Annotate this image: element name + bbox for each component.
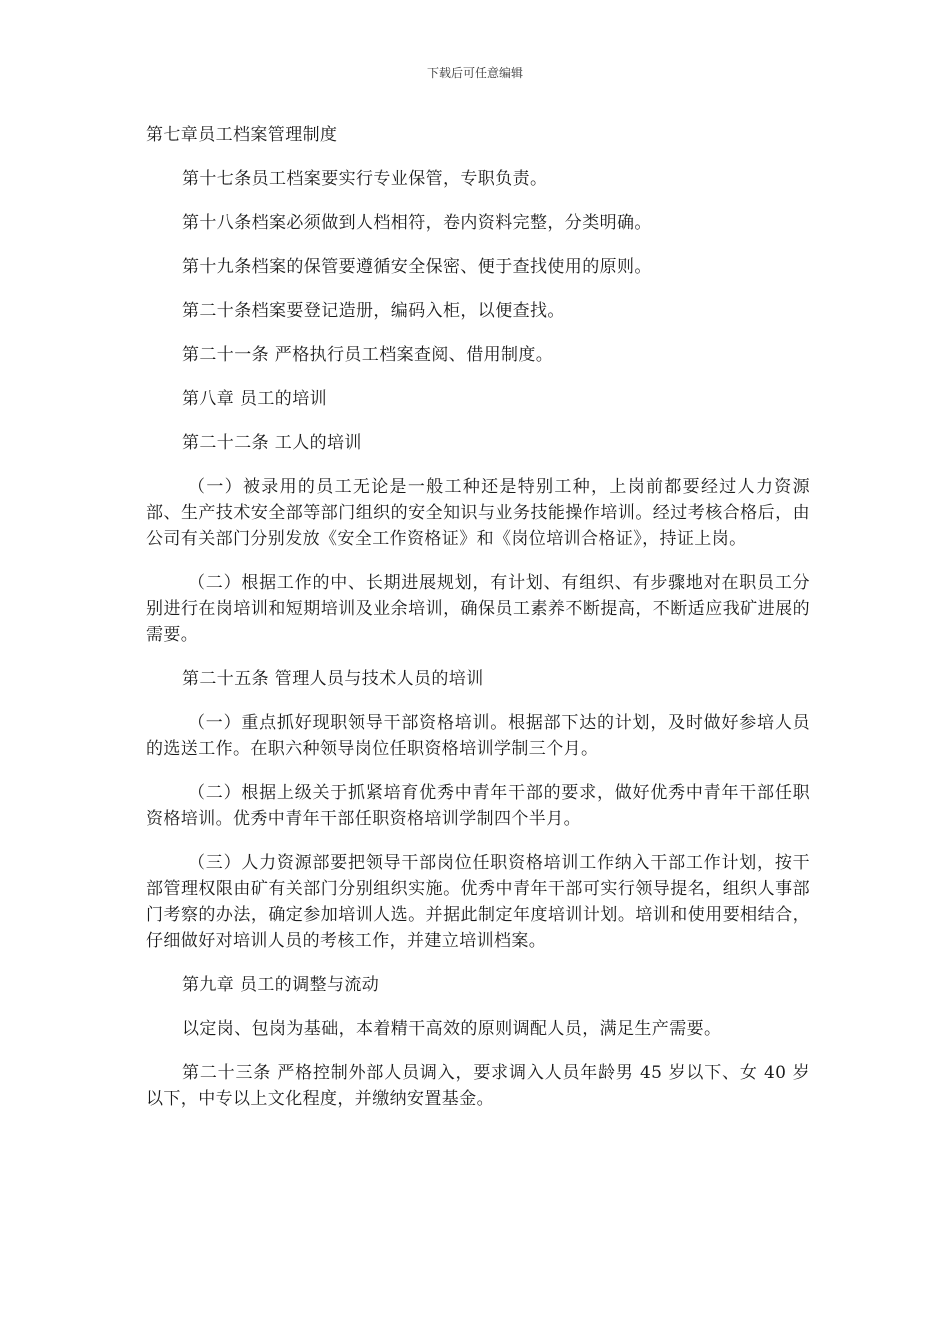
article-18: 第十八条档案必须做到人档相符，卷内资料完整，分类明确。 [182,213,652,233]
article-22-heading: 第二十二条 工人的培训 [182,433,362,453]
chapter-9-intro: 以定岗、包岗为基础，本着精干高效的原则调配人员，满足生产需要。 [182,1019,722,1039]
chapter-8-title: 第八章 员工的培训 [182,389,328,409]
document-body [146,122,810,1130]
chapter-7-title: 第七章员工档案管理制度 [146,125,338,145]
article-21: 第二十一条 严格执行员工档案查阅、借用制度。 [182,345,554,365]
article-19: 第十九条档案的保管要遵循安全保密、便于查找使用的原则。 [182,257,652,277]
article-22-item-1: （一）被录用的员工无论是一般工种还是特别工种，上岗前都要经过人力资源部、生产技术安全部等部门组织的安全知识与业务技能操作培训。经过考核合格后，由公司有关部门分别发放《安全工作资格证》和《岗位培训合格证》，持证上岗。 [146,477,810,549]
article-25-item-1: （一）重点抓好现职领导干部资格培训。根据部下达的计划，及时做好参培人员的选送工作。在职六种领导岗位任职资格培训学制三个月。 [146,713,810,759]
article-25-item-3: （三）人力资源部要把领导干部岗位任职资格培训工作纳入干部工作计划，按干部管理权限由矿有关部门分别组织实施。优秀中青年干部可实行领导提名，组织人事部门考察的办法，确定参加培训人选。并据此制定年度培训计划。培训和使用要相结合，仔细做好对培训人员的考核工作，并建立培训档案。 [146,853,810,951]
article-23: 第二十三条 严格控制外部人员调入，要求调入人员年龄男 45 岁以下、女 40 岁以下，中专以上文化程度，并缴纳安置基金。 [146,1063,810,1109]
article-17: 第十七条员工档案要实行专业保管，专职负责。 [182,169,548,189]
article-22-item-2: （二）根据工作的中、长期进展规划，有计划、有组织、有步骤地对在职员工分别进行在岗培训和短期培训及业余培训，确保员工素养不断提高，不断适应我矿进展的需要。 [146,573,810,645]
article-20: 第二十条档案要登记造册，编码入柜，以便查找。 [182,301,565,321]
article-25-heading: 第二十五条 管理人员与技术人员的培训 [182,669,484,689]
page-header: 下载后可任意编辑 [426,66,523,80]
chapter-9-title: 第九章 员工的调整与流动 [182,975,380,995]
article-25-item-2: （二）根据上级关于抓紧培育优秀中青年干部的要求，做好优秀中青年干部任职资格培训。优秀中青年干部任职资格培训学制四个半月。 [146,783,810,829]
